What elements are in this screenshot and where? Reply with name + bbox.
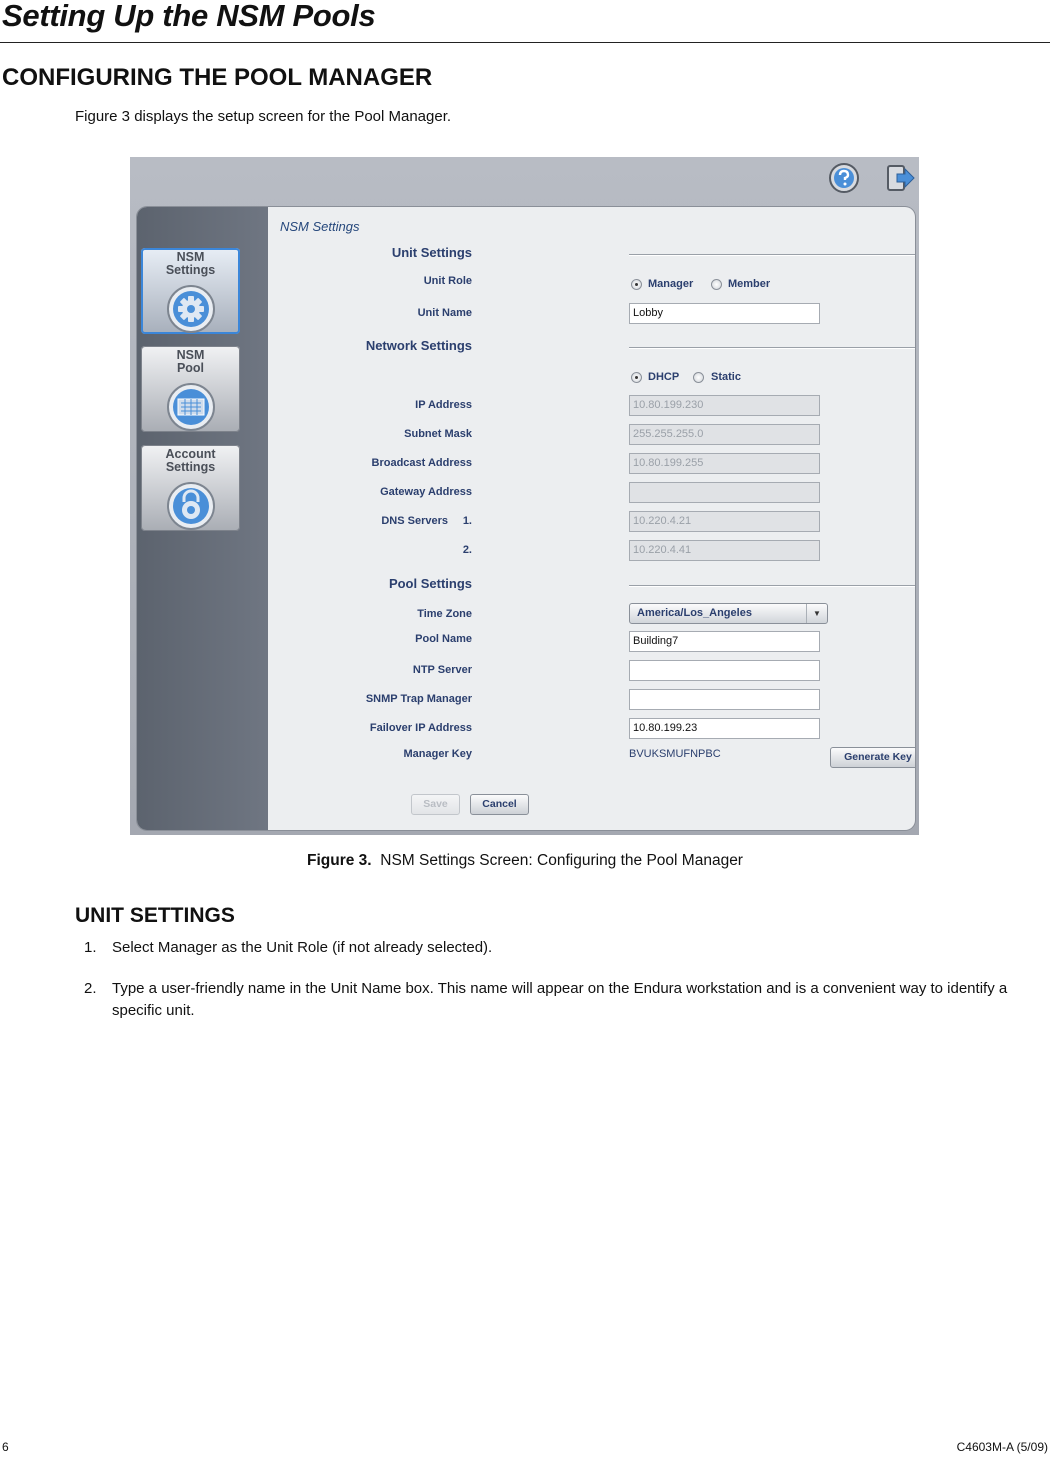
role-manager-label[interactable]: Manager: [648, 278, 694, 290]
ntp-server-input[interactable]: [629, 660, 820, 681]
logout-icon[interactable]: [885, 162, 917, 194]
step-number: 2.: [84, 980, 97, 997]
pool-name-input[interactable]: Building7: [629, 631, 820, 652]
sidebar-item-label: Account Settings: [165, 447, 216, 474]
unit-name-label: Unit Name: [417, 307, 472, 319]
pool-settings-heading: Pool Settings: [388, 576, 472, 591]
dns-servers-label: DNS Servers: [381, 515, 448, 527]
settings-form: [268, 207, 915, 830]
mode-dhcp-radio[interactable]: [631, 372, 642, 383]
sidebar-item-nsm-pool[interactable]: [141, 346, 240, 432]
gateway-address-input[interactable]: [629, 482, 820, 503]
list-item: [84, 937, 1050, 961]
network-settings-heading: Network Settings: [365, 338, 472, 353]
time-zone-value: America/Los_Angeles: [637, 607, 752, 619]
broadcast-address-label: Broadcast Address: [371, 457, 472, 469]
dns1-input[interactable]: 10.220.4.21: [629, 511, 820, 532]
chevron-down-icon[interactable]: ▼: [806, 604, 827, 623]
gear-icon: [165, 283, 217, 335]
time-zone-select[interactable]: [629, 603, 828, 624]
ntp-server-label: NTP Server: [412, 664, 472, 676]
caption-label: Figure 3.: [307, 852, 372, 869]
save-button[interactable]: Save: [411, 794, 460, 815]
lock-icon: [165, 480, 217, 532]
step-text: Type a user-friendly name in the Unit Name box. This name will appear on the Endura workstation and is a convenient way to identify a specific unit.: [112, 980, 1008, 1019]
page-number: 6: [2, 1440, 9, 1454]
section-divider: [629, 254, 915, 256]
sidebar-item-account-settings[interactable]: [141, 445, 240, 531]
document-code: C4603M-A (5/09): [956, 1440, 1048, 1454]
figure-caption: [0, 852, 1050, 870]
unit-role-label: Unit Role: [423, 275, 472, 287]
failover-ip-label: Failover IP Address: [369, 722, 472, 734]
nsm-settings-screenshot: [130, 157, 919, 835]
sidebar: [137, 207, 268, 830]
time-zone-label: Time Zone: [417, 608, 472, 620]
subnet-mask-input[interactable]: 255.255.255.0: [629, 424, 820, 445]
mode-static-label[interactable]: Static: [711, 371, 741, 383]
manager-key-label: Manager Key: [403, 748, 472, 760]
pool-icon: [165, 381, 217, 433]
step-number: 1.: [84, 939, 97, 956]
role-manager-radio[interactable]: [631, 279, 642, 290]
role-member-label[interactable]: Member: [728, 278, 771, 290]
section-divider: [629, 347, 915, 349]
intro-paragraph: Figure 3 displays the setup screen for the Pool Manager.: [75, 108, 452, 125]
unit-settings-heading: Unit Settings: [391, 245, 472, 260]
dns2-input[interactable]: 10.220.4.41: [629, 540, 820, 561]
title-divider: [0, 42, 1050, 43]
step-text: Select Manager as the Unit Role (if not already selected).: [112, 939, 493, 956]
sidebar-item-nsm-settings[interactable]: [141, 248, 240, 334]
failover-ip-input[interactable]: 10.80.199.23: [629, 718, 820, 739]
manager-key-value: BVUKSMUFNPBC: [629, 748, 721, 760]
sidebar-item-label: NSM Settings: [165, 250, 216, 277]
sidebar-item-label: NSM Pool: [176, 348, 205, 375]
cancel-button[interactable]: Cancel: [470, 794, 529, 815]
help-icon[interactable]: [828, 162, 860, 194]
snmp-trap-manager-input[interactable]: [629, 689, 820, 710]
section-divider: [629, 585, 915, 587]
broadcast-address-input[interactable]: 10.80.199.255: [629, 453, 820, 474]
unit-name-input[interactable]: Lobby: [629, 303, 820, 324]
ip-address-label: IP Address: [415, 399, 472, 411]
caption-text: NSM Settings Screen: Configuring the Pool Manager: [380, 852, 743, 869]
mode-dhcp-label[interactable]: DHCP: [648, 371, 680, 383]
section-heading: CONFIGURING THE POOL MANAGER: [2, 64, 433, 91]
page-title: Setting Up the NSM Pools: [2, 0, 376, 33]
form-title: NSM Settings: [280, 219, 360, 234]
gateway-address-label: Gateway Address: [380, 486, 472, 498]
ip-address-input[interactable]: 10.80.199.230: [629, 395, 820, 416]
unit-settings-heading-doc: UNIT SETTINGS: [75, 904, 235, 927]
snmp-trap-manager-label: SNMP Trap Manager: [365, 693, 472, 705]
settings-panel: [137, 207, 915, 830]
pool-name-label: Pool Name: [415, 633, 472, 645]
generate-key-button[interactable]: Generate Key: [830, 747, 915, 768]
subnet-mask-label: Subnet Mask: [404, 428, 472, 440]
dns2-label: 2.: [462, 544, 472, 556]
role-member-radio[interactable]: [711, 279, 722, 290]
dns1-label: 1.: [462, 515, 472, 527]
list-item: [84, 978, 1050, 1026]
mode-static-radio[interactable]: [693, 372, 704, 383]
